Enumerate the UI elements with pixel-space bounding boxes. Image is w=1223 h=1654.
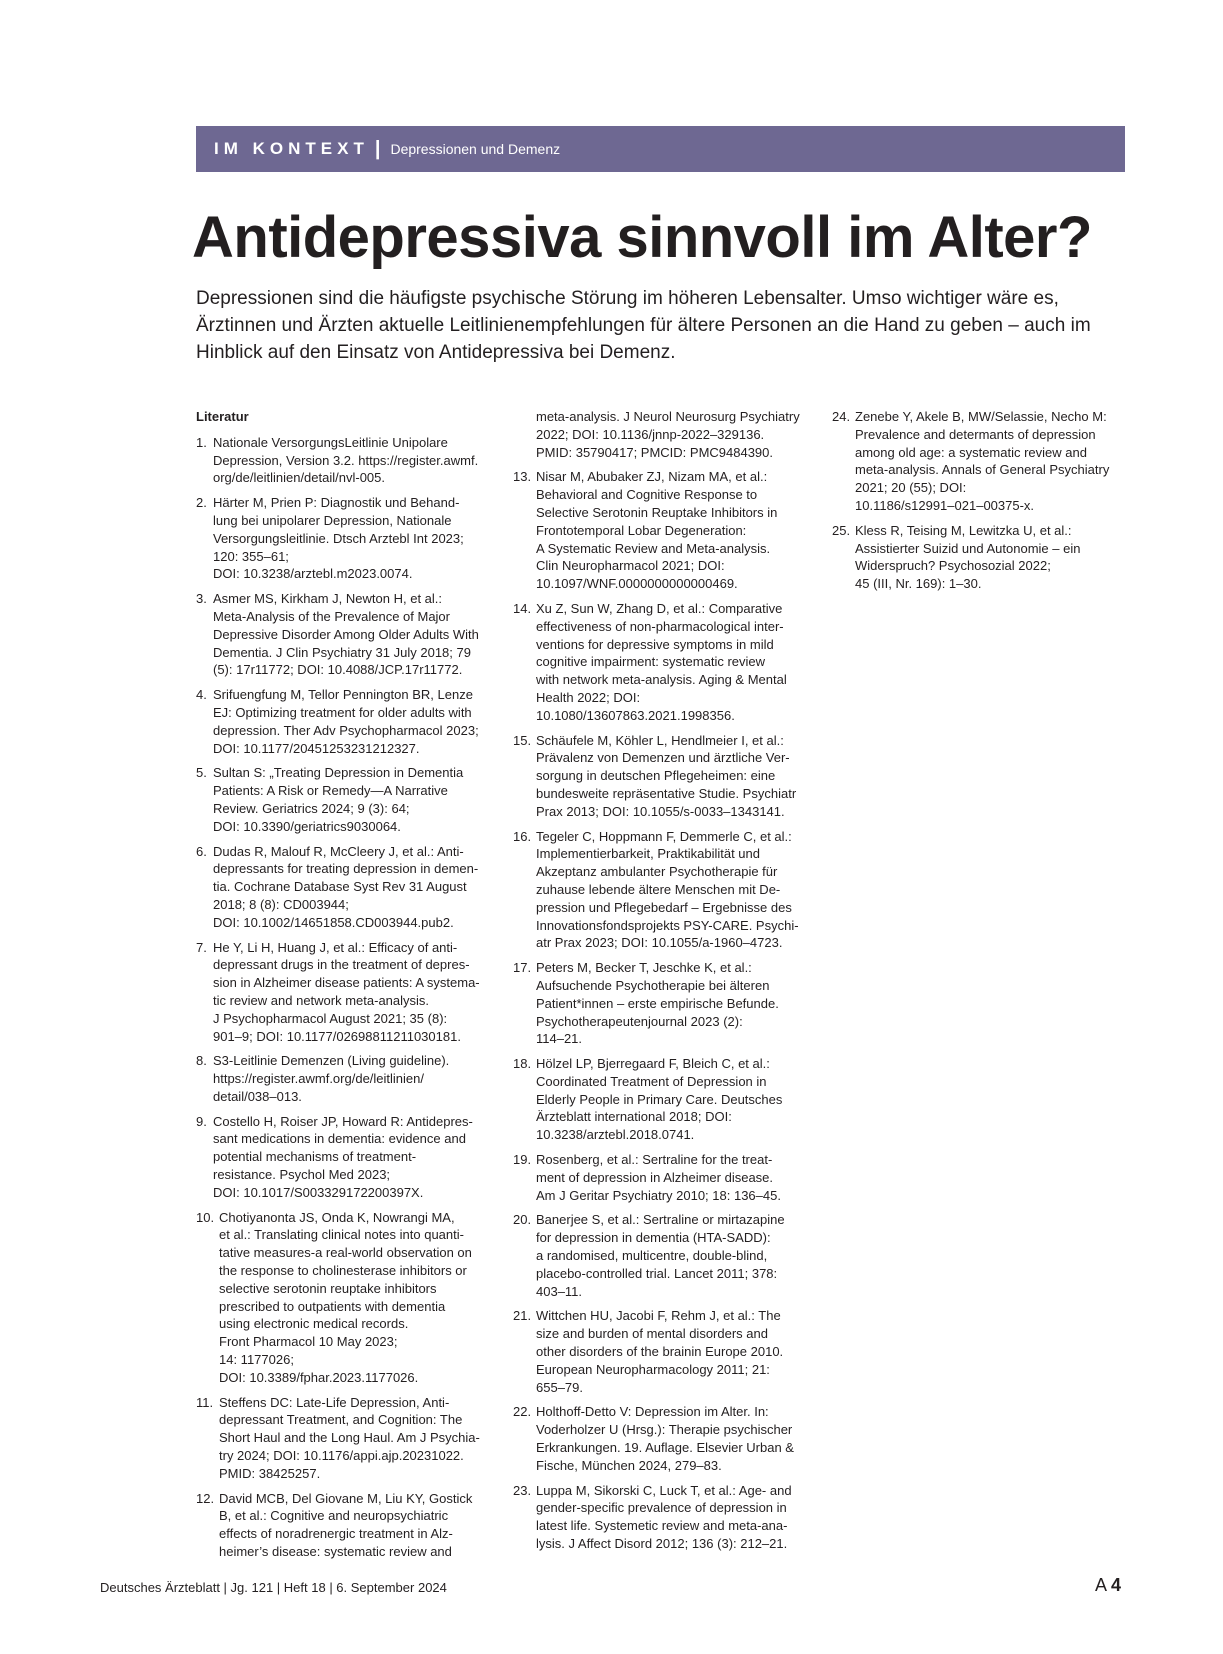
reference-text: Holthoff-Detto V: Depression im Alter. In: Voderholzer U (Hrsg.): Therapie psychischer Erkrankungen. 19. Auflage. Elsevier Urban & Fische, München 2024, 279–83. xyxy=(536,1404,794,1473)
reference-number: 22. xyxy=(513,1404,532,1420)
reference-number: 16. xyxy=(513,828,532,844)
article-lead: Depressionen sind die häufigste psychische Störung im höheren Lebensalter. Umso wichtiger wäre es, Ärztinnen und Ärzten aktuelle Leitlinienempfehlungen für ältere Personen an die Hand zu geben – auch im Hinblick auf den Einsatz von Antidepressiva bei Demenz. xyxy=(196,288,1091,363)
reference-text: Nisar M, Abubaker ZJ, Nizam MA, et al.: Behavioral and Cognitive Response to Selective Serotonin Reuptake Inhibitors in Frontotemporal Lobar Degeneration: A Systematic Review and Meta-analysis. Clin Neuropharmacol 2021; DOI: 10.1097/WNF.0000000000000469. xyxy=(536,469,778,592)
reference-number: 19. xyxy=(513,1152,532,1168)
reference-text: S3-Leitlinie Demenzen (Living guideline). https://register.awmf.org/de/leitlinien/ detail/038–013. xyxy=(213,1053,450,1104)
reference-text: Hölzel LP, Bjerregaard F, Bleich C, et al.: Coordinated Treatment of Depression in Elderly People in Primary Care. Deutsches Ärzteblatt international 2018; DOI: 10.3238/arztebl.2018.0741. xyxy=(536,1056,783,1143)
reference-number: 12. xyxy=(196,1490,215,1506)
reference-number: 15. xyxy=(513,732,532,748)
reference-number: 3. xyxy=(196,591,207,607)
reference-number: 11. xyxy=(196,1394,214,1410)
reference-number: 24. xyxy=(832,409,851,424)
reference-item xyxy=(196,494,488,583)
reference-item xyxy=(196,939,488,1046)
reference-item xyxy=(832,522,1132,593)
reference-item xyxy=(513,1211,813,1300)
reference-item xyxy=(513,828,813,953)
reference-number: 5. xyxy=(196,765,207,781)
reference-text: Peters M, Becker T, Jeschke K, et al.: Aufsuchende Psychotherapie bei älteren Patient*innen – erste empirische Befunde. Psychotherapeutenjournal 2023 (2): 114–21. xyxy=(536,960,779,1047)
reference-number: 6. xyxy=(196,843,207,859)
reference-number: 13. xyxy=(513,469,532,485)
reference-list xyxy=(832,408,1132,593)
literature-heading: Literatur xyxy=(196,409,249,424)
reference-text: Nationale VersorgungsLeitlinie Unipolare Depression, Version 3.2. https://register.awmf. org/de/leitlinien/detail/nvl-005. xyxy=(213,434,479,486)
reference-item xyxy=(513,959,813,1048)
reference-item xyxy=(513,1055,813,1144)
reference-item xyxy=(513,468,813,593)
reference-text: Costello H, Roiser JP, Howard R: Antidepres- sant medications in dementia: evidence and potential mechanisms of treatment- resistance. Psychol Med 2023; DOI: 10.1017/S003329172200397X. xyxy=(213,1113,473,1200)
reference-text: Asmer MS, Kirkham J, Newton H, et al.: Meta-Analysis of the Prevalence of Major Depressive Disorder Among Older Adults With Dementia. J Clin Psychiatry 31 July 2018; 79 (5): 17r11772; DOI: 10.4088/JCP.17r11772. xyxy=(213,591,479,678)
reference-number: 14. xyxy=(513,600,532,616)
reference-text: Luppa M, Sikorski C, Luck T, et al.: Age- and gender-specific prevalence of depression in latest life. Systemetic review and meta-ana- lysis. J Affect Disord 2012; 136 (3): 212–21. xyxy=(536,1482,792,1552)
references-column-1 xyxy=(196,408,488,1568)
reference-text: Zenebe Y, Akele B, MW/Selassie, Necho M: Prevalence and determants of depression among old age: a systematic review and meta-analysis. Annals of General Psychiatry 2021; 20 (55); DOI: 10.1186/s12991–021–00375-x. xyxy=(855,409,1110,513)
reference-item xyxy=(513,1307,813,1396)
reference-number: 9. xyxy=(196,1113,207,1129)
reference-text: Srifuengfung M, Tellor Pennington BR, Lenze EJ: Optimizing treatment for older adults with depression. Ther Adv Psychopharmacol 2023; DOI: 10.1177/20451253231212327. xyxy=(213,687,479,756)
reference-continuation: meta-analysis. J Neurol Neurosurg Psychiatry 2022; DOI: 10.1136/jnnp-2022–329136. PMID: 35790417; PMCID: PMC9484390. xyxy=(536,409,800,460)
reference-text: Chotiyanonta JS, Onda K, Nowrangi MA, et al.: Translating clinical notes into quanti- tative measures-a real-world observation on the response to cholinesterase inhibitors or selective serotonin reuptake inhibitors prescribed to outpatients with dementia using electronic medical records. Front Pharmacol 10 May 2023; 14: 1177026; DOI: 10.3389/fphar.2023.1177026. xyxy=(219,1209,472,1385)
reference-item xyxy=(513,600,813,725)
reference-item xyxy=(513,1403,813,1474)
reference-item xyxy=(196,1490,488,1561)
reference-item xyxy=(513,1482,813,1553)
banner-section-label: IM KONTEXT xyxy=(214,139,369,158)
reference-item xyxy=(196,590,488,679)
reference-item xyxy=(832,408,1132,515)
reference-number: 21. xyxy=(513,1308,532,1324)
reference-item xyxy=(513,1151,813,1204)
reference-number: 20. xyxy=(513,1212,532,1228)
reference-number: 18. xyxy=(513,1056,532,1072)
reference-list xyxy=(513,468,813,1552)
page-number xyxy=(1095,1575,1121,1596)
reference-item xyxy=(196,764,488,835)
references-column-2 xyxy=(513,408,813,1560)
reference-list xyxy=(196,434,488,1561)
references-column-3 xyxy=(832,408,1132,600)
reference-number: 4. xyxy=(196,687,207,703)
reference-item xyxy=(196,1052,488,1105)
reference-text: Banerjee S, et al.: Sertraline or mirtazapine for depression in dementia (HTA-SADD): a randomised, multicentre, double-blind, placebo-controlled trial. Lancet 2011; 378: 403–11. xyxy=(536,1212,785,1299)
reference-number: 2. xyxy=(196,495,207,511)
reference-item xyxy=(196,1113,488,1202)
section-banner xyxy=(196,126,1125,172)
reference-text: Steffens DC: Late-Life Depression, Anti- depressant Treatment, and Cognition: The Short Haul and the Long Haul. Am J Psychia- try 2024; DOI: 10.1176/appi.ajp.20231022. PMID: 38425257. xyxy=(219,1394,480,1481)
reference-text: Schäufele M, Köhler L, Hendlmeier I, et al.: Prävalenz von Demenzen und ärztliche Ver- sorgung in deutschen Pflegeheimen: eine bundesweite repräsentative Studie. Psychiatr Prax 2013; DOI: 10.1055/s-0033–1343141. xyxy=(536,732,797,819)
reference-text: Kless R, Teising M, Lewitzka U, et al.: Assistierter Suizid und Autonomie – ein Widerspruch? Psychosozial 2022; 45 (III, Nr. 169): 1–30. xyxy=(855,522,1081,592)
reference-item xyxy=(196,1394,488,1483)
page-prefix: A xyxy=(1095,1575,1107,1595)
reference-item xyxy=(196,434,488,487)
banner-separator: | xyxy=(374,137,381,160)
reference-item xyxy=(196,843,488,932)
reference-item xyxy=(196,1209,488,1387)
reference-text: Dudas R, Malouf R, McCleery J, et al.: Anti- depressants for treating depression in demen- tia. Cochrane Database Syst Rev 31 August 2018; 8 (8): CD003944; DOI: 10.1002/14651858.CD003944.pub2. xyxy=(213,843,479,930)
page-number-value: 4 xyxy=(1111,1575,1122,1595)
reference-number: 25. xyxy=(832,522,851,538)
reference-text: He Y, Li H, Huang J, et al.: Efficacy of anti- depressant drugs in the treatment of depres- sion in Alzheimer disease patients: A systema- tic review and network meta-analysis. J Psychopharmacol August 2021; 35 (8): 901–9; DOI: 10.1177/02698811211030181. xyxy=(213,939,480,1044)
reference-item xyxy=(513,732,813,821)
reference-number: 23. xyxy=(513,1482,532,1498)
reference-item xyxy=(196,686,488,757)
reference-number: 1. xyxy=(196,434,207,450)
banner-topic: Depressionen und Demenz xyxy=(390,141,561,157)
reference-text: Rosenberg, et al.: Sertraline for the treat- ment of depression in Alzheimer disease. Am J Geritar Psychiatry 2010; 18: 136–45. xyxy=(536,1152,781,1203)
article-title: Antidepressiva sinnvoll im Alter? xyxy=(192,205,1092,270)
reference-number: 7. xyxy=(196,939,207,955)
reference-text: Tegeler C, Hoppmann F, Demmerle C, et al.: Implementierbarkeit, Praktikabilität und Akzeptanz ambulanter Psychotherapie für zuhause lebende ältere Menschen mit De- pression und Pflegebedarf – Ergebnisse des Innovationsfondsprojekts PSY-CARE. Psychi- atr Prax 2023; DOI: 10.1055/a-1960–4723. xyxy=(536,828,799,951)
reference-text: Xu Z, Sun W, Zhang D, et al.: Comparative effectiveness of non-pharmacological inter- ventions for depressive symptoms in mild cognitive impairment: systematic review with network meta-analysis. Aging & Mental Health 2022; DOI: 10.1080/13607863.2021.1998356. xyxy=(536,600,787,723)
reference-text: Härter M, Prien P: Diagnostik und Behand- lung bei unipolarer Depression, Nationale Versorgungsleitlinie. Dtsch Arztebl Int 2023; 120: 355–61; DOI: 10.3238/arztebl.m2023.0074. xyxy=(213,495,464,582)
reference-text: Wittchen HU, Jacobi F, Rehm J, et al.: The size and burden of mental disorders and other disorders of the brainin Europe 2010. European Neuropharmacology 2011; 21: 655–79. xyxy=(536,1308,784,1395)
reference-text: Sultan S: „Treating Depression in Dementia Patients: A Risk or Remedy—A Narrative Review. Geriatrics 2024; 9 (3): 64; DOI: 10.3390/geriatrics9030064. xyxy=(213,765,464,834)
footer-citation: Deutsches Ärzteblatt | Jg. 121 | Heft 18 | 6. September 2024 xyxy=(100,1580,447,1595)
reference-number: 8. xyxy=(196,1053,207,1069)
reference-number: 17. xyxy=(513,960,532,976)
reference-text: David MCB, Del Giovane M, Liu KY, Gostick B, et al.: Cognitive and neuropsychiatric effects of noradrenergic treatment in Alz- heimer’s disease: systematic review and xyxy=(219,1490,473,1560)
reference-number: 10. xyxy=(196,1209,215,1225)
